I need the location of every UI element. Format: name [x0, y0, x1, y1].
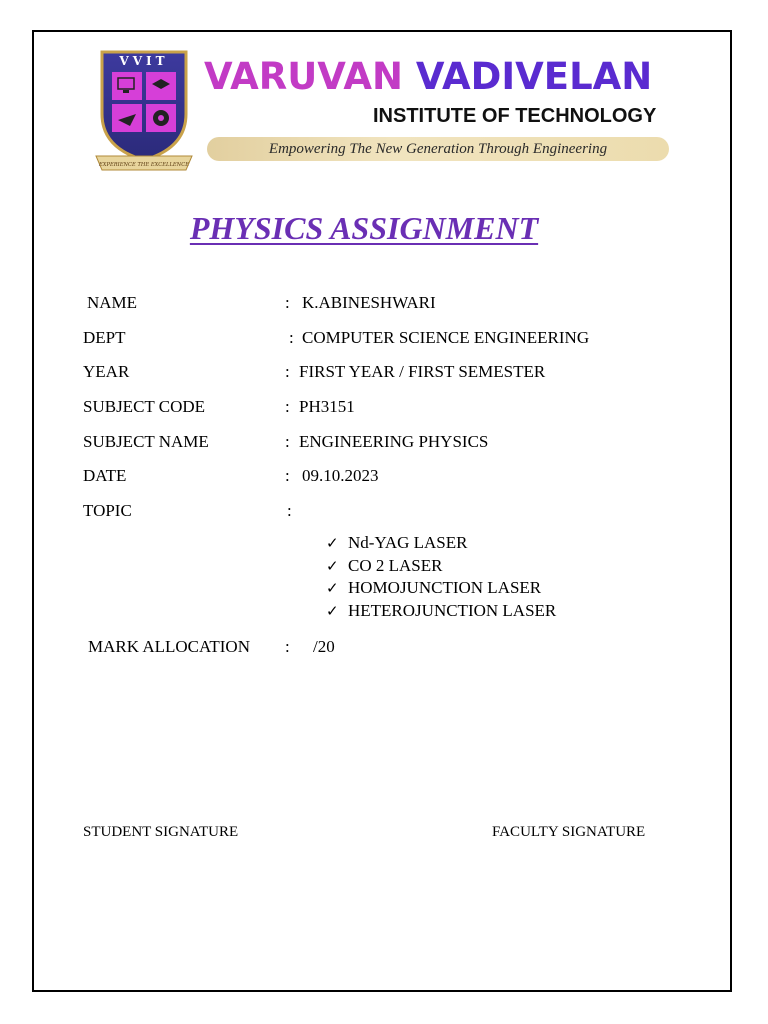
logo-quadrant [112, 72, 142, 100]
dept-label: DEPT [83, 328, 126, 347]
subject-code-value: PH3151 [299, 397, 355, 416]
topic-text: CO 2 LASER [348, 555, 443, 575]
subject-code-colon: : [285, 397, 290, 416]
name-label: NAME [87, 293, 138, 312]
subject-name-colon: : [285, 432, 290, 451]
institution-subtitle: INSTITUTE OF TECHNOLOGY [373, 105, 657, 127]
institution-name [204, 54, 652, 100]
list-item [326, 555, 556, 578]
date-colon: : [285, 466, 290, 485]
institution-name-word1: VARUVAN [204, 55, 404, 98]
list-item [326, 532, 556, 555]
topic-text: HETEROJUNCTION LASER [348, 601, 557, 621]
check-icon: ✓ [326, 534, 339, 552]
date-label: DATE [83, 466, 127, 485]
dept-colon: : [289, 328, 294, 347]
logo-text: VVIT [119, 54, 169, 68]
topic-text: HOMOJUNCTION LASER [348, 578, 542, 598]
mark-allocation-value: /20 [313, 637, 335, 656]
date-value: 09.10.2023 [302, 466, 379, 485]
topic-colon: : [287, 501, 292, 520]
subject-code-label: SUBJECT CODE [83, 397, 206, 416]
check-icon: ✓ [326, 556, 339, 575]
dept-value: COMPUTER SCIENCE ENGINEERING [302, 328, 590, 347]
list-item [326, 577, 556, 600]
year-value: FIRST YEAR / FIRST SEMESTER [299, 362, 546, 381]
institute-logo [94, 44, 194, 180]
check-icon: ✓ [326, 579, 339, 598]
logo-motto: EXPERIENCE THE EXCELLENCE [99, 162, 189, 168]
subject-name-value: ENGINEERING PHYSICS [299, 432, 489, 451]
topic-text: Nd-YAG LASER [348, 533, 468, 552]
name-value: K.ABINESHWARI [302, 293, 436, 312]
check-icon: ✓ [326, 602, 339, 621]
list-item [326, 600, 556, 623]
topic-list [326, 532, 556, 623]
year-label: YEAR [83, 362, 130, 381]
mark-allocation-colon: : [285, 637, 290, 656]
name-colon: : [285, 293, 290, 312]
institution-name-word2: VADIVELAN [415, 55, 653, 98]
mark-allocation-label: MARK ALLOCATION [88, 637, 250, 656]
institution-tagline: Empowering The New Generation Through Engineering [207, 137, 669, 161]
student-signature-label: STUDENT SIGNATURE [83, 824, 239, 840]
faculty-signature-label: FACULTY SIGNATURE [492, 824, 646, 840]
topic-label: TOPIC [83, 501, 132, 520]
subject-name-label: SUBJECT NAME [83, 432, 209, 451]
document-title: PHYSICS ASSIGNMENT [189, 210, 539, 246]
year-colon: : [285, 362, 290, 381]
